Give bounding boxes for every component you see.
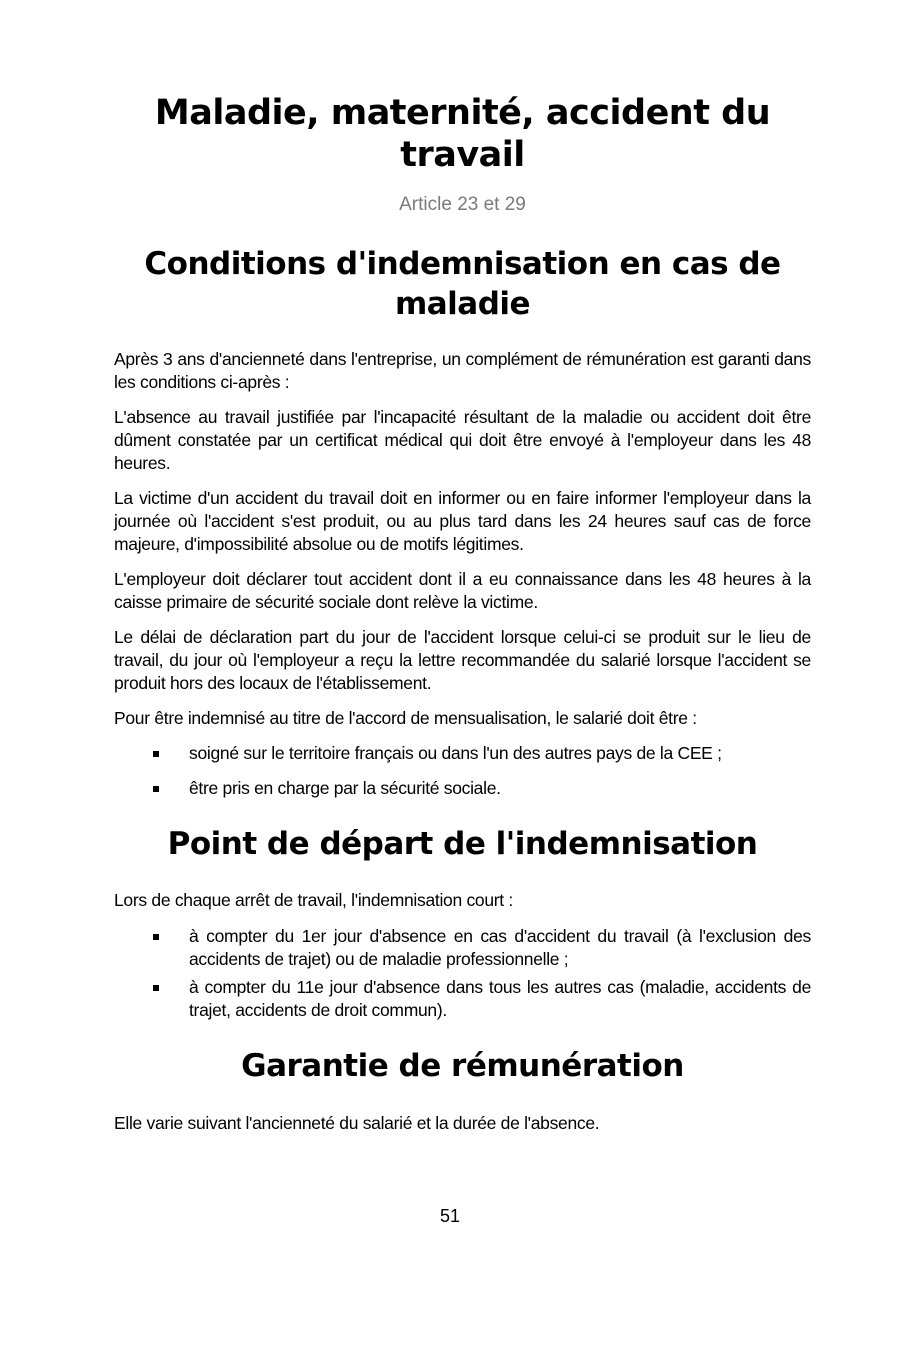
page-number: 51: [439, 1206, 461, 1226]
list-item: à compter du 1er jour d'absence en cas d'accident du travail (à l'exclusion des accidents de trajet) ou de maladie professionnelle ;: [114, 925, 811, 971]
article-reference: Article 23 et 29: [399, 194, 526, 215]
bullet-square-icon: [153, 934, 159, 940]
list-item: à compter du 11e jour d'absence dans tous les autres cas (maladie, accidents de trajet, accidents de droit commun).: [114, 976, 811, 1022]
bullet-square-icon: [153, 985, 159, 991]
section-heading-point-depart: Point de départ de l'indemnisation: [167, 826, 758, 862]
paragraph: L'absence au travail justifiée par l'incapacité résultant de la maladie ou accident doit être dûment constatée par un certificat médical qui doit être envoyé à l'employeur dans les 48 heures.: [114, 407, 811, 473]
paragraph: La victime d'un accident du travail doit en informer ou en faire informer l'employeur dans la journée où l'accident s'est produit, ou au plus tard dans les 24 heures sauf cas de force majeure, d'impossibilité absolue ou de motifs légitimes.: [114, 488, 811, 554]
paragraph: L'employeur doit déclarer tout accident dont il a eu connaissance dans les 48 heures à la caisse primaire de sécurité sociale dont relève la victime.: [114, 569, 811, 612]
paragraph: Le délai de déclaration part du jour de l'accident lorsque celui-ci se produit sur le lieu de travail, du jour où l'employeur a reçu la lettre recommandée du salarié lorsque l'accident se produit hors des locaux de l'établissement.: [114, 627, 811, 693]
paragraph: Elle varie suivant l'ancienneté du salarié et la durée de l'absence.: [114, 1113, 600, 1133]
paragraph: Après 3 ans d'ancienneté dans l'entreprise, un complément de rémunération est garanti dans les conditions ci-après :: [114, 349, 811, 392]
section-heading-garantie: Garantie de rémunération: [241, 1048, 684, 1084]
section-heading-conditions: Conditions d'indemnisation en cas de maladie: [144, 246, 781, 322]
page-title: Maladie, maternité, accident du travail: [154, 93, 771, 175]
list-item: soigné sur le territoire français ou dans l'un des autres pays de la CEE ;: [114, 742, 811, 765]
bullet-square-icon: [153, 786, 159, 792]
paragraph: Lors de chaque arrêt de travail, l'indemnisation court :: [114, 890, 513, 910]
paragraph: Pour être indemnisé au titre de l'accord de mensualisation, le salarié doit être :: [114, 708, 697, 728]
list-item: être pris en charge par la sécurité sociale.: [114, 777, 811, 800]
bullet-square-icon: [153, 751, 159, 757]
